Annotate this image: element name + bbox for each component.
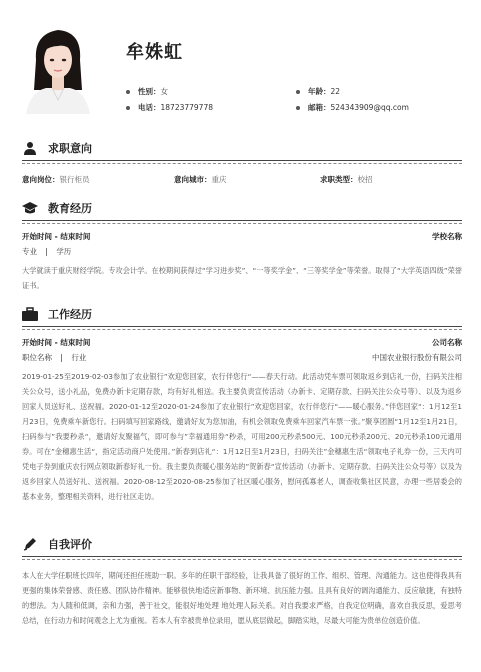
- age-label: 年龄：: [308, 87, 331, 96]
- section-intent-label: 求职意向: [48, 142, 92, 155]
- work-company: 中国农业银行股份有限公司: [372, 353, 462, 362]
- gender-label: 性别：: [138, 87, 161, 96]
- education-degree: 学历: [56, 247, 72, 256]
- section-education-title: [22, 200, 92, 216]
- age-item: [296, 86, 340, 97]
- work-description: 2019-01-25至2019-02-03参加了农业银行”欢迎您回家，农行伴您行“——春天行动。此活动凭车票可领取返乡到店礼一份，扫码关注相关公众号，送小礼品，免费办新卡定期存款，均有好礼相送。我主要负责宣传活动（办新卡、定期存款、扫码关注公众号等）、以及为返乡回家人员送好礼、送祝福。2020-01-12至2020-01-24参加了农业银行”欢迎您回家，农行伴您行“——暖心服务。”伴您回家“：1月12至1月23日，免费乘车新您行。扫码填写回家路线，邀请好友为您加油，有机会领取免费乘车回家汽车票一张。”聚享团圆“1月12至1月21日，扫码参与”我要秒杀“，邀请好友聚福气，即可参与”幸福通用券“秒杀，可用200元秒杀500元、100元秒杀200元、20元秒杀100元通用券。可在”金穗惠生活“，指定活动商户处使用。”新春到店礼“：1月12日至1月23日，扫码关注”金穗惠生活“领取电子礼券一份，三天内可凭电子券到重庆农行网点领取新春好礼一份。我主要负责暖心服务站的”贺新春“宣传活动（办新卡、定期存款、扫码关注公众号等）以及为返乡回家人员送好礼、送祝福。2020-08-12至2020-08-25参加了社区暖心服务，慰问孤寡老人，调查收集社区民意，办理一些居委会的基本业务，整理相关资料，进行社区走访。: [22, 372, 462, 501]
- gender-value: 女: [160, 87, 168, 96]
- section-work-title: [22, 306, 92, 322]
- phone-item: [126, 102, 213, 113]
- email-item: [296, 102, 409, 113]
- work-separator: |: [60, 353, 63, 362]
- self-description: 本人在大学任职班长四年，期间还担任班助一职。多年的任职干部经验，让我具备了很好的工作、组织、管理、沟通能力。这也使得我具有更强的集体荣誉感、责任感、团队协作精神。能够很快地适应新事物、新环境、抗压能力强。且具有良好的调沟通能力、反应敏捷，有独特的想法。为人随和低调，亲和力强，善于社交，能很好地处理 地处理人际关系。对自我要求严格，自我定位明确，喜欢自我反思，爱思考总结，在行动力和时间观念上尤为重视。若本人有幸被贵单位录用，愿从底层做起，脚踏实地，尽最大可能为贵单位创造价值。: [22, 571, 462, 625]
- education-major: 专业: [22, 247, 37, 256]
- work-header-row: [22, 337, 462, 348]
- gender-item: [126, 86, 168, 97]
- intent-type: [320, 174, 373, 185]
- intent-city-value: 重庆: [211, 175, 227, 184]
- intent-position: [22, 174, 90, 185]
- bullet-icon: [296, 90, 300, 94]
- intent-position-label: 意向岗位：: [22, 175, 60, 184]
- intent-type-label: 求职类型：: [320, 175, 358, 184]
- section-divider: [22, 220, 462, 224]
- age-value: 22: [330, 87, 341, 96]
- email-label: 邮箱：: [308, 103, 331, 112]
- education-header-row: [22, 231, 462, 242]
- section-divider: [22, 160, 462, 164]
- bullet-icon: [126, 106, 130, 110]
- work-meta-row: [22, 352, 462, 363]
- resume-header: [0, 0, 481, 122]
- section-divider: [22, 556, 462, 560]
- education-school: 学校名称: [432, 232, 462, 241]
- pen-icon: [22, 536, 38, 552]
- section-work-label: 工作经历: [48, 308, 92, 321]
- intent-position-value: 银行柜员: [59, 175, 90, 184]
- education-time: 开始时间 - 结束时间: [22, 232, 91, 241]
- bullet-icon: [296, 106, 300, 110]
- portrait-image: [22, 20, 94, 114]
- work-company-label: 公司名称: [432, 338, 462, 347]
- section-self-label: 自我评价: [48, 538, 92, 551]
- section-intent-title: [22, 140, 92, 156]
- section-divider: [22, 326, 462, 330]
- education-meta-row: [22, 246, 462, 257]
- intent-city-label: 意向城市：: [174, 175, 212, 184]
- phone-value[interactable]: 18723779778: [160, 103, 213, 112]
- education-description: 大学就读于重庆财经学院。专攻会计学。在校期间获得过“学习进步奖”、“一等奖学金”、“三等奖学金”等荣誉。取得了“大学英语四级”荣誉证书。: [22, 266, 462, 290]
- person-icon: [22, 140, 38, 156]
- phone-label: 电话：: [138, 103, 161, 112]
- graduation-cap-icon: [22, 200, 38, 216]
- email-value[interactable]: 524343909@qq.com: [330, 103, 409, 112]
- candidate-name: 牟姝虹: [126, 42, 183, 63]
- work-industry: 行业: [71, 353, 87, 362]
- intent-type-value: 校招: [357, 175, 373, 184]
- intent-city: [174, 174, 227, 185]
- section-self-title: [22, 536, 92, 552]
- bullet-icon: [126, 90, 130, 94]
- education-separator: |: [45, 247, 48, 256]
- work-time: 开始时间 - 结束时间: [22, 338, 91, 347]
- briefcase-icon: [22, 306, 38, 322]
- section-education-label: 教育经历: [48, 202, 92, 215]
- profile-photo: [22, 20, 94, 114]
- work-position: 职位名称: [22, 353, 52, 362]
